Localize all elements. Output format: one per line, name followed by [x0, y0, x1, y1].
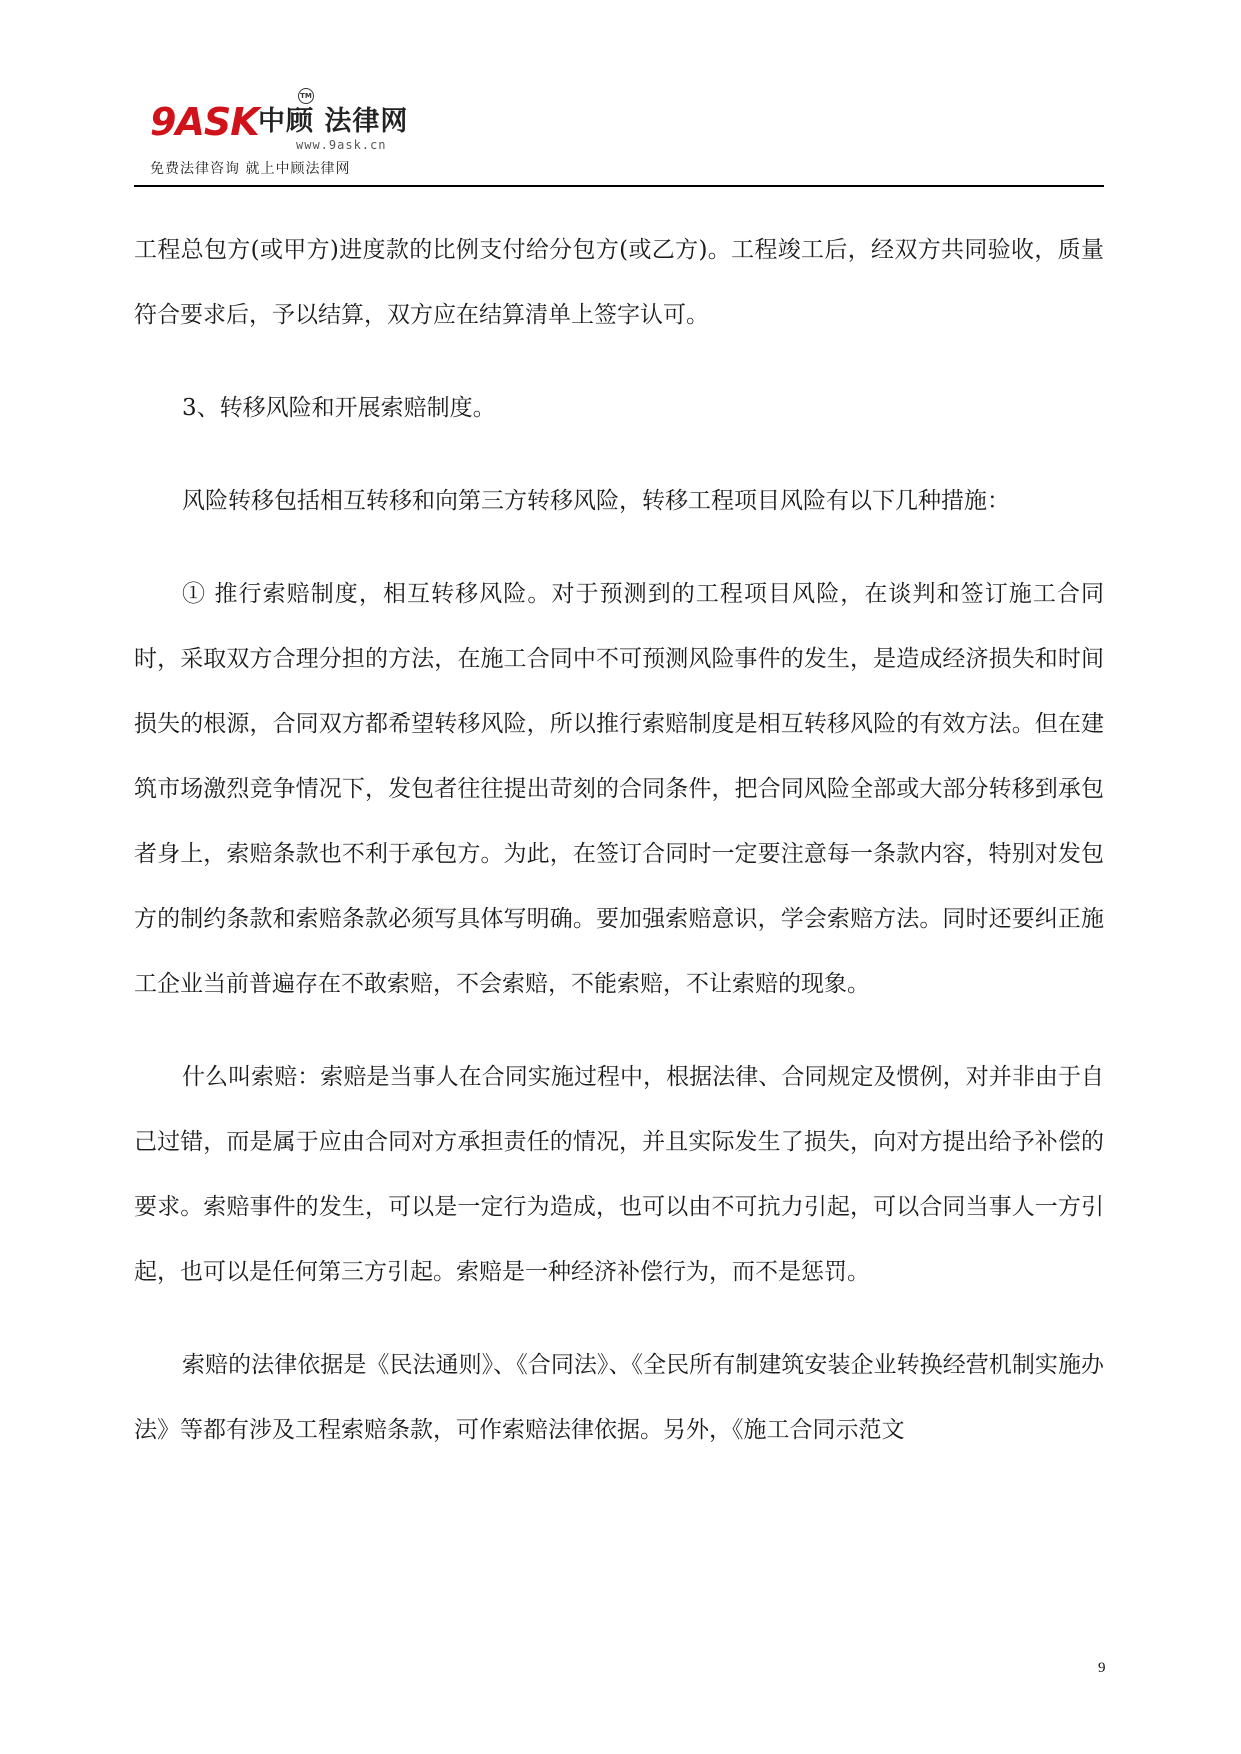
paragraph: 风险转移包括相互转移和向第三方转移风险，转移工程项目风险有以下几种措施： [182, 488, 1010, 514]
header-divider [134, 185, 1104, 187]
page-header [134, 88, 1104, 188]
page-number: 9 [1098, 1660, 1106, 1676]
logo-name: 中顾 法律网 [258, 106, 409, 137]
paragraph-gap [134, 1305, 1104, 1333]
paragraph: 什么叫索赔：索赔是当事人在合同实施过程中，根据法律、合同规定及惯例，对并非由于自己过错，而是属于应由合同对方承担责任的情况，并且实际发生了损失，向对方提出给予补偿的要求。索赔事件的发生，可以是一定行为造成，也可以由不可抗力引起，可以合同当事人一方引起，也可以是任何第三方引起。索赔是一种经济补偿行为，而不是惩罚。 [134, 1064, 1104, 1285]
logo-mark: 9ASK [150, 100, 259, 144]
paragraph: 索赔的法律依据是《民法通则》、《合同法》、《全民所有制建筑安装企业转换经营机制实施办法》等都有涉及工程索赔条款，可作索赔法律依据。另外，《施工合同示范文 [134, 1352, 1104, 1443]
document-body [134, 218, 1104, 1463]
section-heading: 3、转移风险和开展索赔制度。 [182, 395, 496, 421]
site-logo[interactable] [150, 88, 410, 180]
paragraph: ① 推行索赔制度，相互转移风险。对于预测到的工程项目风险，在谈判和签订施工合同时，采取双方合理分担的方法，在施工合同中不可预测风险事件的发生，是造成经济损失和时间损失的根源，合同双方都希望转移风险，所以推行索赔制度是相互转移风险的有效方法。但在建筑市场激烈竞争情况下，发包者往往提出苛刻的合同条件，把合同风险全部或大部分转移到承包者身上，索赔条款也不利于承包方。为此，在签订合同时一定要注意每一条款内容，特别对发包方的制约条款和索赔条款必须写具体写明确。要加强索赔意识，学会索赔方法。同时还要纠正施工企业当前普遍存在不敢索赔，不会索赔，不能索赔，不让索赔的现象。 [134, 581, 1104, 997]
paragraph-gap [134, 1017, 1104, 1045]
paragraph-gap [134, 441, 1104, 469]
paragraph-gap [134, 348, 1104, 376]
paragraph-continuation: 工程总包方(或甲方)进度款的比例支付给分包方(或乙方)。工程竣工后，经双方共同验收，质量符合要求后，予以结算，双方应在结算清单上签字认可。 [134, 237, 1104, 328]
trademark-icon: TM [298, 88, 314, 104]
paragraph-gap [134, 534, 1104, 562]
logo-url: www.9ask.cn [296, 138, 387, 152]
logo-slogan: 免费法律咨询 就上中顾法律网 [150, 161, 351, 177]
